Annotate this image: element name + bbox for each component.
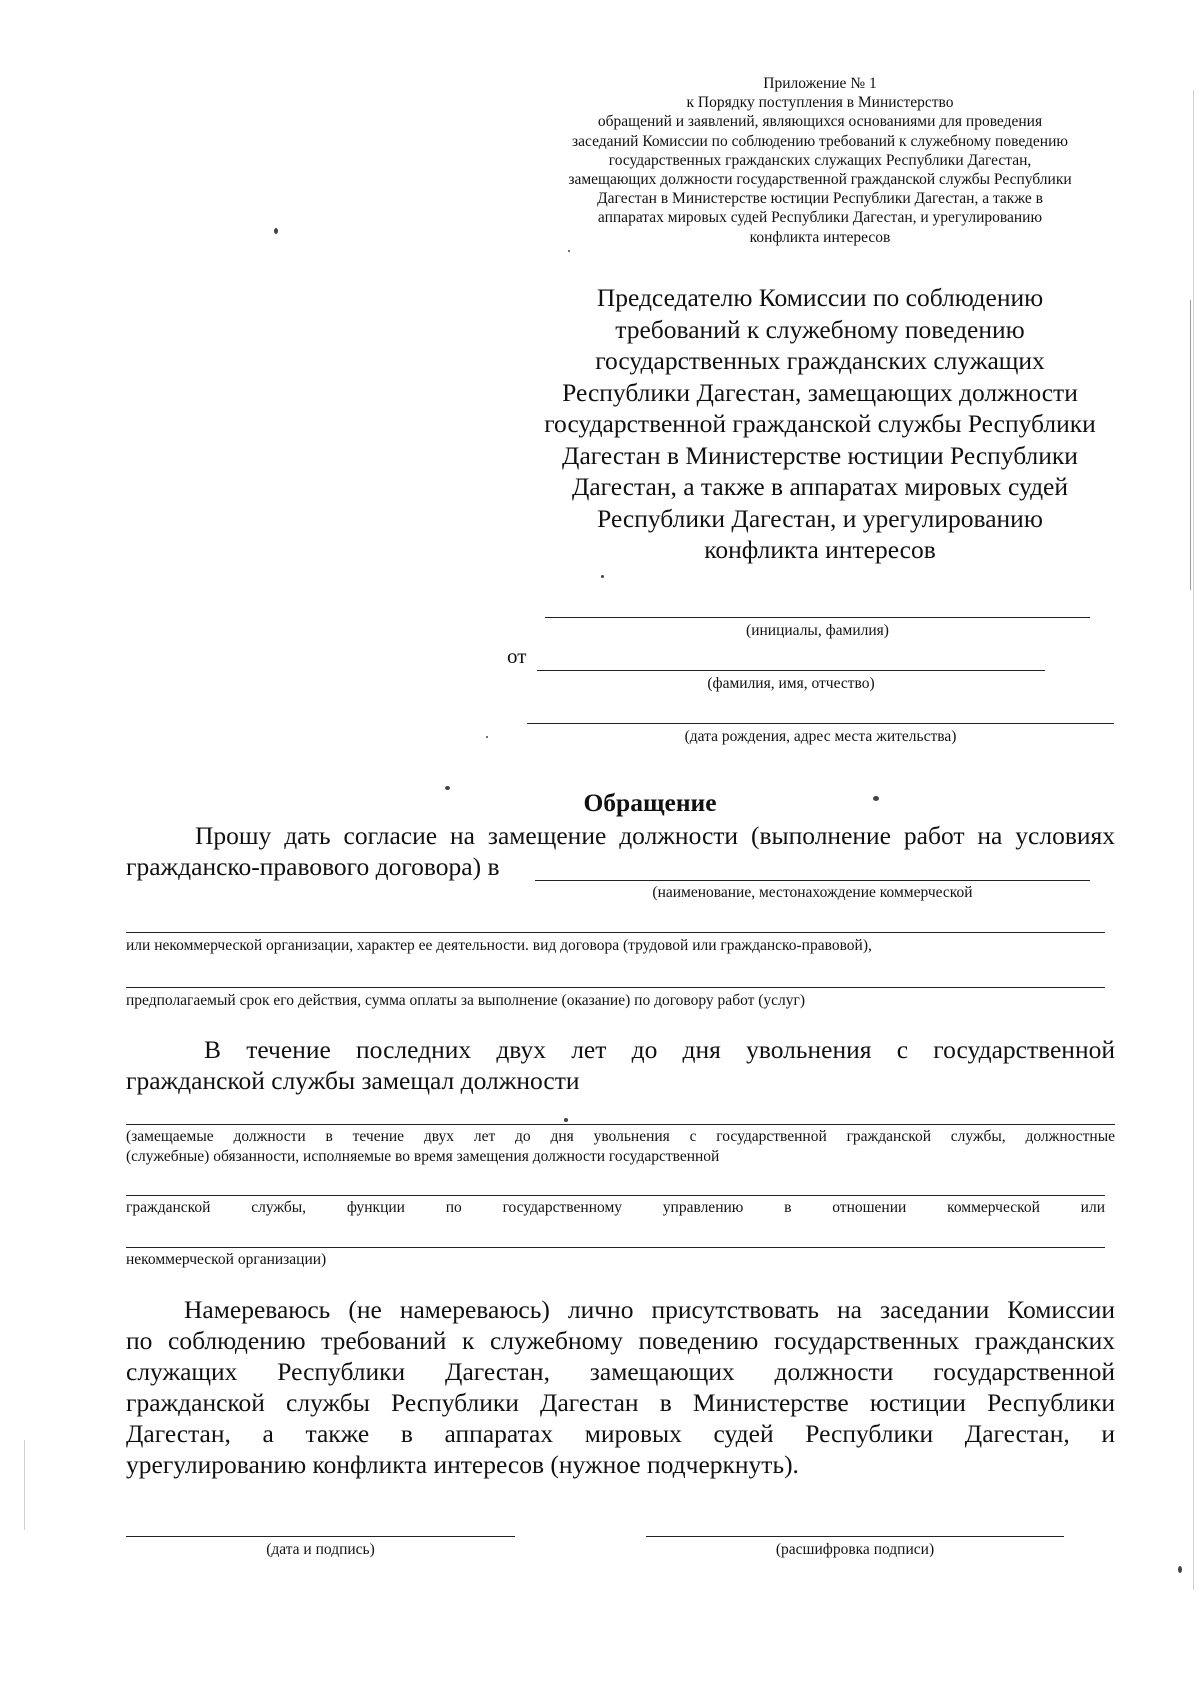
appendix-line: к Порядку поступления в Министерство [686,94,954,112]
contract-details-line[interactable] [126,987,1105,988]
service-line-1: В течение последних двух лет до дня увольнения с государственной [204,1035,1115,1064]
birth-address-field-line[interactable] [527,723,1114,724]
scan-speck [564,1118,568,1122]
scan-edge [1193,90,1194,1590]
intent-paragraph [126,1294,1115,1480]
addressee-line: государственной гражданской службы Республики [544,409,1096,438]
intent-line: Намереваюсь (не намереваюсь) лично присутствовать на заседании Комиссии [184,1295,1115,1324]
service-caption-3: гражданской службы, функции по государственному управлению в отношении коммерческой или [126,1199,1105,1216]
organization-caption-2: или некоммерческой организации, характер ее деятельности. вид договора (трудовой или гражданско-правовой), [126,937,872,954]
document-title: Обращение [583,788,717,817]
signature-decode-line[interactable] [646,1536,1064,1537]
intent-line: гражданской службы Республики Дагестан в Министерстве юстиции Республики [126,1388,1115,1417]
scan-speck [274,228,278,234]
addressee-line: Дагестан в Министерстве юстиции Республики [562,440,1078,470]
service-caption-4: некоммерческой организации) [126,1251,327,1268]
appendix-line: конфликта интересов [749,228,891,246]
scan-speck [873,796,879,801]
positions-field-line[interactable] [126,1124,1115,1125]
initials-caption: (инициалы, фамилия) [746,622,889,639]
scan-speck [568,250,570,252]
organization-field-line-2[interactable] [126,1247,1105,1248]
addressee-line: Дагестан, а также в аппаратах мировых судей [571,472,1069,501]
appendix-line: государственных гражданских служащих Республики Дагестан, [608,151,1032,169]
fullname-field-line[interactable] [537,670,1045,671]
organization-details-line[interactable] [126,932,1105,933]
organization-caption-1: (наименование, местонахождение коммерческой [652,884,973,901]
intent-line: служащих Республики Дагестан, замещающих должности государственной [126,1357,1115,1386]
addressee-line: Председателю Комиссии по соблюдению [596,283,1044,312]
organization-field-line[interactable] [535,880,1090,881]
service-line-2: гражданской службы замещал должности [126,1066,580,1095]
intent-line: по соблюдению требований к служебному поведению государственных гражданских [126,1326,1115,1355]
addressee-line: государственных гражданских служащих [595,346,1045,375]
scan-speck [486,736,488,738]
scan-edge [1190,300,1191,590]
appendix-line: замещающих должности государственной гражданской службы Республики [568,171,1072,189]
appendix-line: заседаний Комиссии по соблюдению требований к служебному поведению [572,132,1068,150]
birth-address-caption: (дата рождения, адрес места жительства) [684,728,957,745]
addressee-line: Республики Дагестан, и урегулированию [597,503,1043,533]
service-caption-1: (замещаемые должности в течение двух лет до дня увольнения с государственной гражданской службы, должностные [126,1128,1115,1145]
date-signature-caption: (дата и подпись) [266,1541,375,1558]
appendix-line: Приложение № 1 [763,75,877,92]
addressee-line: требований к служебному поведению [615,314,1025,344]
appendix-line: аппаратах мировых судей Республики Дагестан, и урегулированию [597,209,1043,227]
addressee-line: конфликта интересов [704,535,936,564]
organization-caption-3: предполагаемый срок его действия, сумма оплаты за выполнение (оказание) по договору работ (услуг) [126,992,806,1009]
date-signature-line[interactable] [126,1536,515,1537]
intent-line: урегулированию конфликта интересов (нужное подчеркнуть). [126,1450,799,1479]
intent-line: Дагестан, а также в аппаратах мировых судей Республики Дагестан, и [126,1419,1115,1448]
scan-edge [24,1440,25,1530]
appendix-line: обращений и заявлений, являющихся основаниями для проведения [597,113,1043,131]
service-caption-2: (служебные) обязанности, исполняемые во время замещения должности государственной [126,1148,720,1165]
functions-field-line[interactable] [126,1195,1105,1196]
addressee-line: Республики Дагестан, замещающих должности [562,377,1078,407]
signature-decode-caption: (расшифровка подписи) [775,1541,935,1558]
request-line-2: гражданско-правового договора) в [126,852,500,881]
initials-field-line[interactable] [545,617,1090,618]
scan-speck [601,575,604,578]
request-line-1: Прошу дать согласие на замещение должности (выполнение работ на условиях [195,821,1115,850]
scan-speck [445,786,450,790]
from-label: от [507,644,527,668]
scan-speck [1178,1566,1182,1573]
appendix-header [500,74,1140,247]
addressee-block [520,282,1120,566]
fullname-caption: (фамилия, имя, отчество) [707,675,875,692]
appendix-line: Дагестан в Министерстве юстиции Республики Дагестан, а также в [597,190,1043,208]
